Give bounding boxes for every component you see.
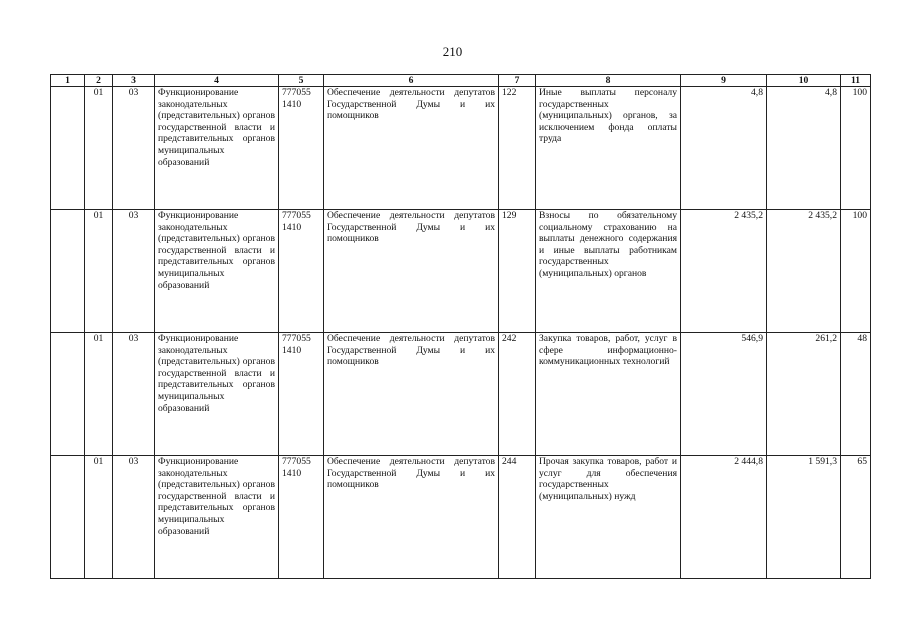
cell-expense-type: 242 [499, 333, 536, 456]
cell-section-code: 01 [85, 456, 113, 579]
column-header-1: 1 [51, 75, 85, 87]
table-row [51, 456, 871, 579]
cell-actual-amount: 4,8 [767, 87, 841, 210]
cell-section-name: Функционирование законодательных (представительных) органов государственной власти и представительных органов муниципальных образований [155, 456, 279, 579]
table-row [51, 210, 871, 333]
cell-subsection-code: 03 [113, 87, 155, 210]
cell-planned-amount: 4,8 [681, 87, 767, 210]
column-header-3: 3 [113, 75, 155, 87]
cell-row-number [51, 87, 85, 210]
cell-percent: 100 [841, 210, 871, 333]
header-row [51, 75, 871, 87]
column-header-5: 5 [279, 75, 324, 87]
cell-section-name: Функционирование законодательных (представительных) органов государственной власти и представительных органов муниципальных образований [155, 87, 279, 210]
cell-expense-type-name: Взносы по обязательному социальному страхованию на выплаты денежного содержания и иные выплаты работникам государственных (муниципальных) органов [536, 210, 681, 333]
cell-percent: 48 [841, 333, 871, 456]
cell-article-name: Обеспечение деятельности депутатов Государственной Думы и их помощников [324, 210, 499, 333]
column-header-7: 7 [499, 75, 536, 87]
cell-percent: 65 [841, 456, 871, 579]
column-header-2: 2 [85, 75, 113, 87]
column-header-6: 6 [324, 75, 499, 87]
column-header-4: 4 [155, 75, 279, 87]
cell-section-code: 01 [85, 333, 113, 456]
budget-table [50, 74, 871, 579]
cell-expense-type-name: Иные выплаты персоналу государственных (муниципальных) органов, за исключением фонда оплаты труда [536, 87, 681, 210]
cell-subsection-code: 03 [113, 210, 155, 333]
table-row [51, 333, 871, 456]
cell-target-article: 777055 1410 [279, 456, 324, 579]
page-number: 210 [442, 44, 463, 59]
cell-target-article: 777055 1410 [279, 333, 324, 456]
column-header-9: 9 [681, 75, 767, 87]
cell-target-article: 777055 1410 [279, 210, 324, 333]
cell-actual-amount: 2 435,2 [767, 210, 841, 333]
column-header-10: 10 [767, 75, 841, 87]
cell-row-number [51, 456, 85, 579]
cell-section-code: 01 [85, 87, 113, 210]
cell-section-code: 01 [85, 210, 113, 333]
cell-article-name: Обеспечение деятельности депутатов Государственной Думы и их помощников [324, 456, 499, 579]
cell-target-article: 777055 1410 [279, 87, 324, 210]
cell-actual-amount: 261,2 [767, 333, 841, 456]
cell-section-name: Функционирование законодательных (представительных) органов государственной власти и представительных органов муниципальных образований [155, 210, 279, 333]
cell-expense-type: 122 [499, 87, 536, 210]
column-header-11: 11 [841, 75, 871, 87]
cell-section-name: Функционирование законодательных (представительных) органов государственной власти и представительных органов муниципальных образований [155, 333, 279, 456]
table-row [51, 87, 871, 210]
cell-article-name: Обеспечение деятельности депутатов Государственной Думы и их помощников [324, 333, 499, 456]
cell-row-number [51, 333, 85, 456]
cell-planned-amount: 2 444,8 [681, 456, 767, 579]
cell-actual-amount: 1 591,3 [767, 456, 841, 579]
cell-row-number [51, 210, 85, 333]
cell-expense-type-name: Закупка товаров, работ, услуг в сфере информационно-коммуникационных технологий [536, 333, 681, 456]
cell-expense-type: 129 [499, 210, 536, 333]
cell-expense-type: 244 [499, 456, 536, 579]
cell-planned-amount: 2 435,2 [681, 210, 767, 333]
cell-percent: 100 [841, 87, 871, 210]
cell-planned-amount: 546,9 [681, 333, 767, 456]
column-header-8: 8 [536, 75, 681, 87]
cell-subsection-code: 03 [113, 456, 155, 579]
cell-article-name: Обеспечение деятельности депутатов Государственной Думы и их помощников [324, 87, 499, 210]
cell-subsection-code: 03 [113, 333, 155, 456]
cell-expense-type-name: Прочая закупка товаров, работ и услуг для обеспечения государственных (муниципальных) нужд [536, 456, 681, 579]
